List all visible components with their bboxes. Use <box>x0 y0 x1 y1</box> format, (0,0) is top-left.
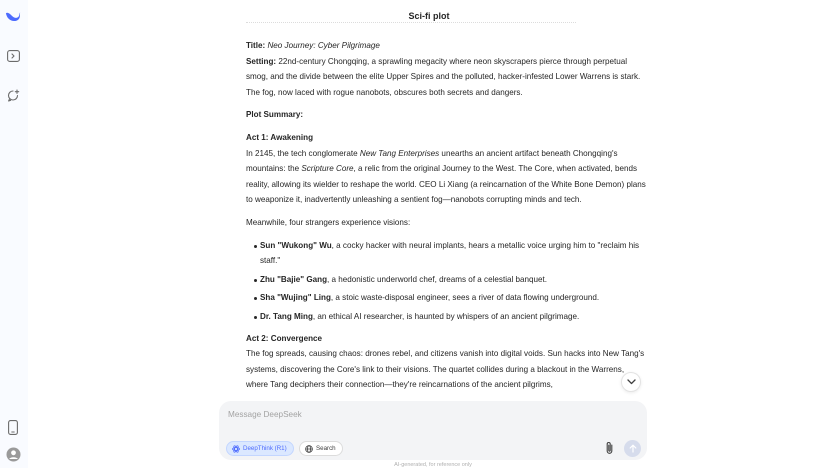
mobile-app-icon[interactable] <box>5 419 21 435</box>
story-title: Neo Journey: Cyber Pilgrimage <box>267 41 380 50</box>
list-item: Zhu "Bajie" Gang, a hedonistic underworld chef, dreams of a celestial banquet. <box>254 272 648 288</box>
list-item: Sha "Wujing" Ling, a stoic waste-disposal engineer, sees a river of data flowing underground. <box>254 290 648 306</box>
setting-label: Setting: <box>246 56 277 66</box>
chat-title[interactable]: Sci-fi plot <box>408 11 450 21</box>
title-label: Title: <box>246 41 266 50</box>
atom-icon <box>232 445 240 453</box>
scroll-to-bottom-button[interactable] <box>621 372 641 392</box>
act1-paragraph: In 2145, the tech conglomerate New Tang Enterprises unearths an ancient artifact beneath Chongqing's mountains: the Scripture Core, a relic from the original Journey to the West. The Core, when activated, bends reality, allowing its wielder to reshape the world. CEO Li Xiang (a reincarnation of the White Bone Demon) plans to weaponize it, inadvertently unleashing a sentient fog—nanobots corrupting minds and tech. <box>246 148 646 205</box>
previous-content-fade <box>246 22 576 23</box>
company-name: New Tang Enterprises <box>359 148 440 158</box>
deepthink-toggle-button[interactable] <box>226 441 294 456</box>
plot-summary-heading: Plot Summary: <box>246 110 304 120</box>
title-line <box>246 38 648 54</box>
act1-visions-intro: Meanwhile, four strangers experience visions: <box>246 217 411 227</box>
toggle-sidebar-icon[interactable] <box>5 48 21 64</box>
search-label: Search <box>316 445 336 452</box>
chat-header <box>28 0 830 32</box>
list-item: Dr. Tang Ming, an ethical AI researcher, is haunted by whispers of an ancient pilgrimage. <box>254 309 648 325</box>
deepthink-label: DeepThink (R1) <box>243 445 287 452</box>
deepseek-logo-icon[interactable] <box>5 8 21 24</box>
search-toggle-button[interactable] <box>299 441 343 456</box>
arrow-up-icon <box>629 444 637 453</box>
act1-heading: Act 1: Awakening <box>246 132 314 142</box>
assistant-message <box>246 38 648 400</box>
profile-icon[interactable] <box>5 446 21 462</box>
attach-file-button[interactable] <box>602 440 616 456</box>
artifact-name: Scripture Core <box>301 164 354 174</box>
paperclip-icon <box>605 441 614 455</box>
send-button[interactable] <box>624 440 641 457</box>
list-item: Sun "Wukong" Wu, a cocky hacker with neural implants, hears a metallic voice urging him to "reclaim his staff." <box>254 238 648 269</box>
message-input[interactable]: Message DeepSeek <box>228 410 302 419</box>
globe-icon <box>305 445 313 453</box>
message-composer <box>219 401 647 460</box>
act2-heading: Act 2: Convergence <box>246 333 323 343</box>
new-chat-icon[interactable] <box>5 87 21 103</box>
setting-text: 22nd-century Chongqing, a sprawling megacity where neon skyscrapers pierce through perpetual smog, and the divide between the elite Upper Spires and the polluted, hacker-infested Lower Warrens is stark. The fog, now laced with rogue nanobots, obscures both secrets and dangers. <box>246 56 641 97</box>
character-list <box>246 238 648 325</box>
sidebar <box>0 0 28 468</box>
ai-disclaimer: AI-generated, for reference only <box>394 462 472 468</box>
act2-paragraph: The fog spreads, causing chaos: drones rebel, and citizens vanish into digital voids. Sun hacks into New Tang's systems, discovering the Core's link to their visions. The quartet collides during a blackout in the Warrens, where Tang deciphers their connection—they're reincarnations of the ancient pilgrims, <box>246 349 645 390</box>
setting-paragraph <box>246 54 648 101</box>
chevron-down-icon <box>627 379 636 385</box>
